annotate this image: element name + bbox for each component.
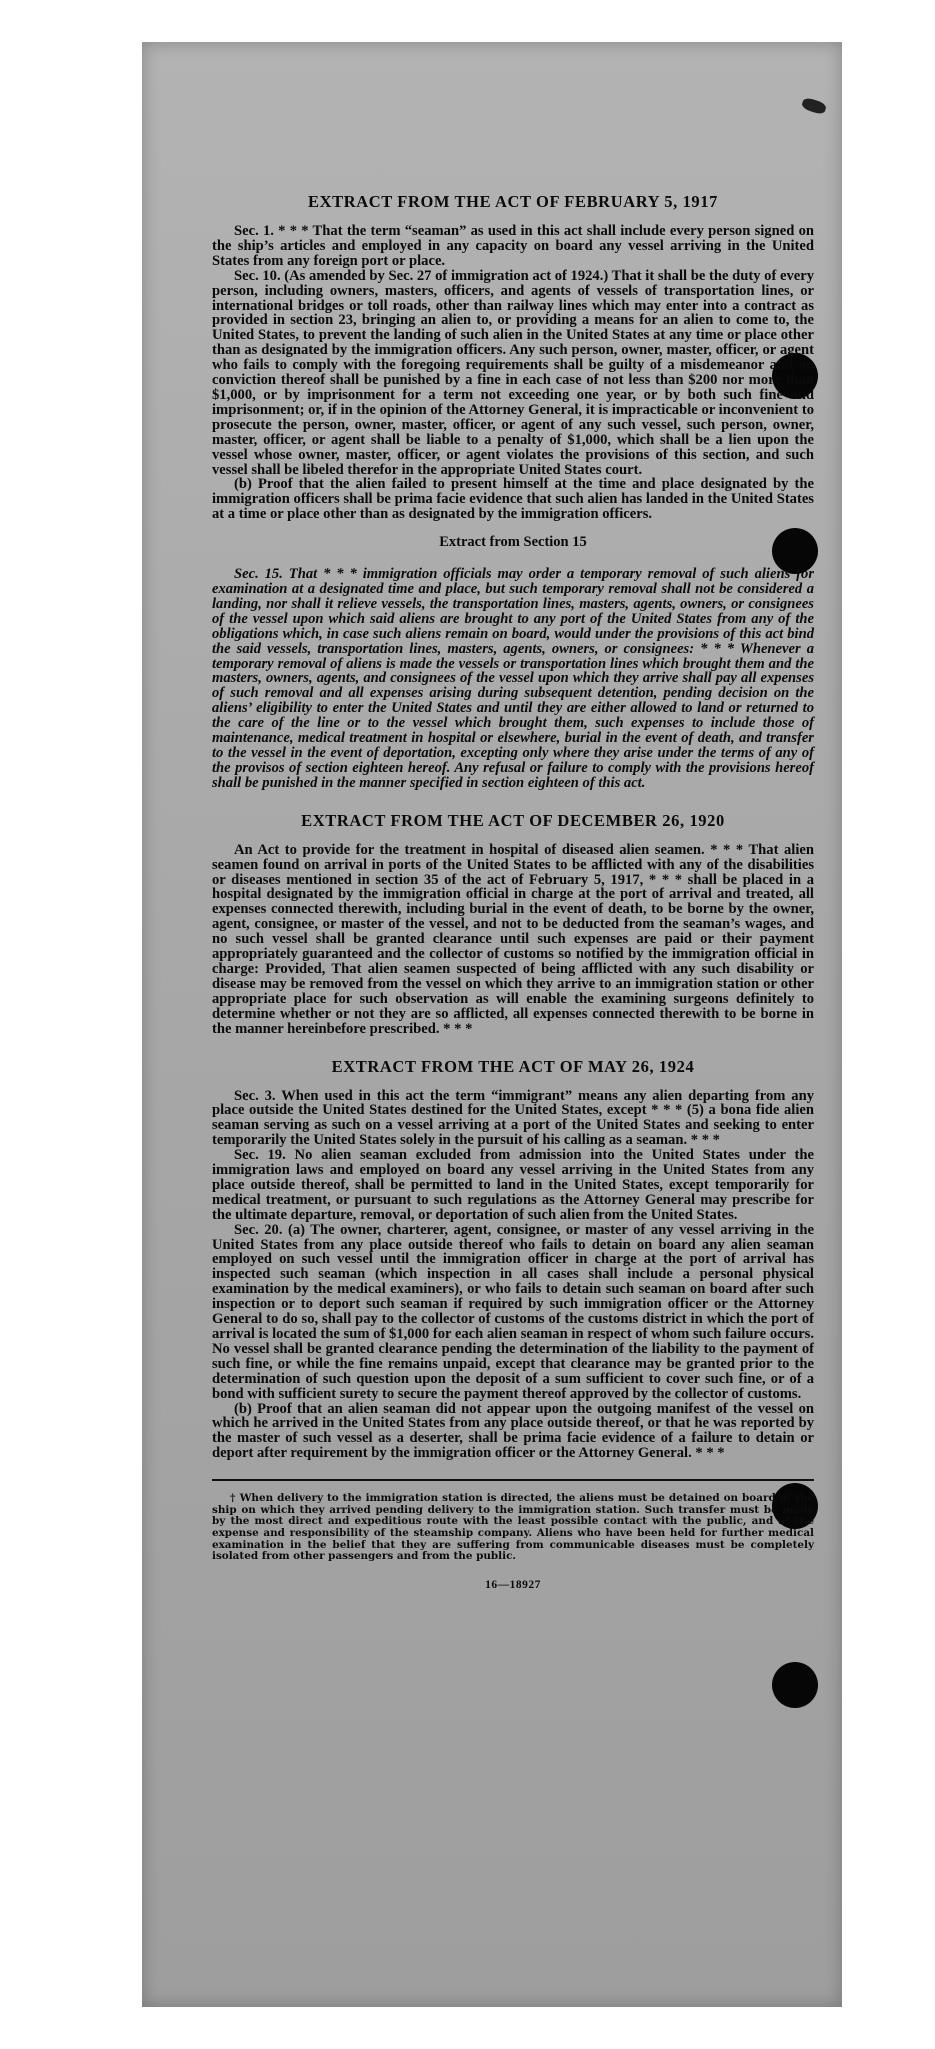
paragraph-sec-20-b: (b) Proof that an alien seaman did not appear upon the outgoing manifest of the vessel on which he arrived in the United States from any place outside thereof, or that he was reported by the master of such vessel as a deserter, shall be prima facie evidence of a failure to detain or deport after requirement by the immigration officer or the Attorney General. * * * — [212, 1400, 814, 1462]
ink-smudge — [801, 97, 828, 116]
heading-act-1924: EXTRACT FROM THE ACT OF MAY 26, 1924 — [331, 1056, 695, 1076]
document-body — [212, 192, 814, 1591]
paragraph-sec-15: Sec. 15. That * * * immigration officials may order a temporary removal of such aliens for examination at a designated time and place, but such temporary removal shall not be considered a landing, nor shall it relieve vessels, the transportation lines, masters, agents, owners, or consignees of the vessel upon which said aliens are brought to any port of the United States from any of the obligations which, in case such aliens remain on board, would under the provisions of this act bind the said vessels, transportation lines, masters, agents, owners, or consignees: * * * Whenever a temporary removal of aliens is made the vessels or transportation lines which brought them and the masters, owners, agents, and consignees of the vessel upon which they arrive shall pay all expenses of such removal and all expenses arising during subsequent detention, pending decision on the aliens’ eligibility to enter the United States and until they are either allowed to land or returned to the care of the line or to the vessel which brought them, such expenses to include those of maintenance, medical treatment in hospital or elsewhere, burial in the event of death, and transfer to the vessel in the event of deportation, excepting only where they arise under the terms of any of the provisos of section eighteen hereof. Any refusal or failure to comply with the provisions hereof shall be punished in the manner specified in section eighteen of this act. — [212, 566, 814, 791]
paragraph-sec-20-a: Sec. 20. (a) The owner, charterer, agent, consignee, or master of any vessel arriving in the United States from any place outside thereof who fails to detain on board any alien seaman employed on such vessel until the immigration officer in charge at the port of arrival has inspected such seaman (which inspection in all cases shall include a personal physical examination by the medical examiners), or who fails to detain such seaman on board after such inspection or to deport such seaman if required by such immigration officer or the Attorney General to do so, shall pay to the collector of customs of the customs district in which the port of arrival is located the sum of $1,000 for each alien seaman in respect of whom such failure occurs. No vessel shall be granted clearance pending the determination of the liability to the payment of such fine, or while the fine remains unpaid, except that clearance may be granted prior to the determination of such question upon the deposit of a sum sufficient to cover such fine, or of a bond with sufficient surety to secure the payment thereof approved by the collector of customs. — [212, 1221, 814, 1402]
paragraph-sec-10-b: (b) Proof that the alien failed to present himself at the time and place designated by the immigration officers shall be prima facie evidence that such alien has landed in the United States at a time or place other than as designated by the immigration officers. — [212, 476, 814, 523]
footnote: † When delivery to the immigration station is directed, the aliens must be detained on board of the ship on which they arrived pending delivery to the immigration station. Such transfer must be made by the most direct and expeditious route with the least possible contact with the public, and at the expense and responsibility of the steamship company. Aliens who have been held for further medical examination in the belief that they are suffering from communicable diseases must be completely isolated from other passengers and from the public. — [212, 1492, 814, 1563]
paragraph-sec-19: Sec. 19. No alien seaman excluded from admission into the United States under the immigration laws and employed on board any vessel arriving in the United States from any place outside thereof, shall be permitted to land in the United States, except temporarily for medical treatment, or pursuant to such regulations as the Attorney General may prescribe for the ultimate departure, removal, or deportation of such alien from the United States. — [212, 1147, 814, 1223]
punch-hole — [772, 1662, 818, 1708]
paragraph-sec-1: Sec. 1. * * * That the term “seaman” as used in this act shall include every person signed on the ship’s articles and employed in any capacity on board any vessel arriving in the United States from any foreign port or place. — [212, 223, 814, 269]
heading-act-1920: EXTRACT FROM THE ACT OF DECEMBER 26, 1920 — [301, 810, 725, 830]
paragraph-sec-10: Sec. 10. (As amended by Sec. 27 of immigration act of 1924.) That it shall be the duty of every person, including owners, masters, officers, and agents of vessels of transportation lines, or international bridges or toll roads, other than railway lines which may enter into a contract as provided in section 23, bringing an alien to, or providing a means for an alien to come to, the United States, to prevent the landing of such alien in the United States at any time or place other than as designated by the immigration officers. Any such person, owner, master, officer, or agent who fails to comply with the foregoing requirements shall be guilty of a misdemeanor and on conviction thereof shall be punished by a fine in each case of not less than $200 nor more than $1,000, or by imprisonment for a term not exceeding one year, or by both such fine and imprisonment; or, if in the opinion of the Attorney General, it is impracticable or inconvenient to prosecute the person, owner, master, officer, or agent of any such vessel, such person, owner, master, officer, or agent shall be liable to a penalty of $1,000, which shall be a lien upon the vessel whose owner, master, officer, or agent violates the provisions of this section, and such vessel shall be libeled therefor in the appropriate United States court. — [212, 267, 814, 478]
paragraph-act-1920: An Act to provide for the treatment in hospital of diseased alien seamen. * * * That alien seamen found on arrival in ports of the United States to be afflicted with any of the disabilities or diseases mentioned in section 35 of the act of February 5, 1917, * * * shall be placed in a hospital designated by the immigration official in charge at the port of arrival and treated, all expenses connected therewith, including burial in the event of death, to be borne by the owner, agent, consignee, or master of the vessel, and not to be deducted from the seaman’s wages, and no such vessel shall be granted clearance until such expenses are paid or their payment appropriately guaranteed and the collector of customs so notified by the immigration official in charge: Provided, That alien seamen suspected of being afflicted with any such disability or disease may be removed from the vessel on which they arrive to an immigration station or other appropriate place for such observation as will enable the examining surgeons definitely to determine whether or not they are so afflicted, all expenses connected therewith to be borne in the manner hereinbefore prescribed. * * * — [212, 841, 814, 1037]
form-number: 16—18927 — [485, 1578, 541, 1591]
heading-section-15: Extract from Section 15 — [439, 534, 587, 551]
footnote-divider — [212, 1479, 814, 1481]
heading-act-1917: EXTRACT FROM THE ACT OF FEBRUARY 5, 1917 — [308, 192, 718, 211]
paragraph-sec-3: Sec. 3. When used in this act the term “immigrant” means any alien departing from any place outside the United States destined for the United States, except * * * (5) a bona fide alien seaman serving as such on a vessel arriving at a port of the United States and seeking to enter temporarily the United States solely in the pursuit of his calling as a seaman. * * * — [212, 1087, 814, 1149]
document-page — [142, 42, 842, 2007]
